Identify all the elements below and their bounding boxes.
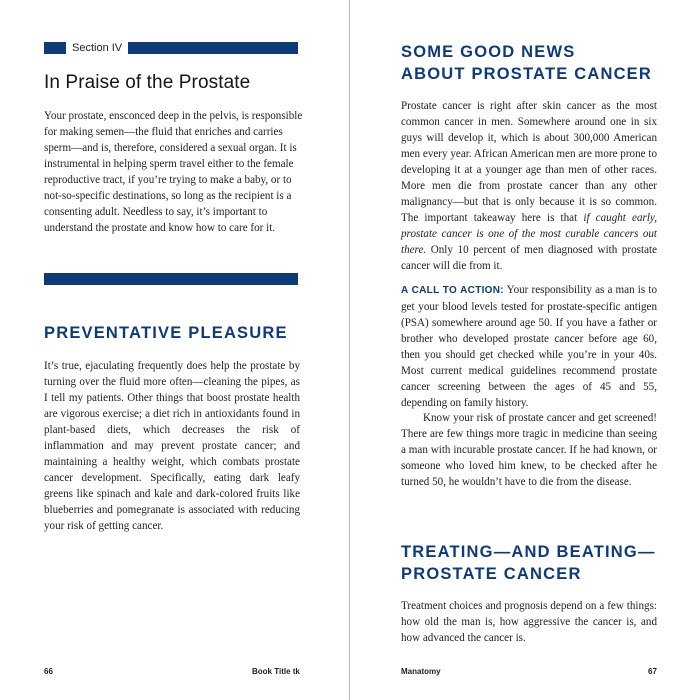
heading-good-news-line2: ABOUT PROSTATE CANCER	[401, 65, 653, 83]
page-number-right: 67	[648, 667, 657, 676]
section-bar-left	[44, 42, 66, 54]
heading-good-news	[401, 41, 661, 85]
good-news-tail: Only 10 percent of men diagnosed with prostate cancer will die from it.	[401, 244, 657, 272]
heading-treating-line1: TREATING—AND BEATING—	[401, 543, 656, 561]
preventative-paragraph: It’s true, ejaculating frequently does help the prostate by turning over the fluid more often—cleaning the pipes, as I tell my patients. Other things that boost prostate health are vigorous exercise; a diet rich in antioxidants found in plant-based diets, which decreases the risk of inflammation and may prevent prostate cancer; and maintaining a healthy weight, which combats prostate cancer development. Specifically, eating dark leafy greens like spinach and kale and dark-colored fruits like blueberries and pomegranate is associated with reducing your risk of getting cancer.	[44, 360, 300, 532]
section-tag	[44, 42, 298, 54]
know-your-risk-text: Know your risk of prostate cancer and get screened! There are few things more tragic in medicine than seeing a man with incurable prostate cancer. If he had known, or someone who loved him knew, to be checked after he turned 50, he wouldn’t have to die from the disease.	[401, 412, 657, 488]
heading-good-news-line1: SOME GOOD NEWS	[401, 43, 576, 61]
divider-bar	[44, 273, 298, 285]
section-label: Section IV	[72, 42, 123, 54]
page-number-left: 66	[44, 667, 53, 676]
call-to-action-label: A CALL TO ACTION:	[401, 285, 504, 296]
good-news-italic: if caught early, prostate cancer is one of the most curable cancers out there.	[401, 212, 657, 256]
heading-preventative-pleasure: PREVENTATIVE PLEASURE	[44, 324, 288, 342]
good-news-paragraph	[401, 98, 657, 274]
good-news-text: Prostate cancer is right after skin cancer as the most common cancer in men. Somewhere around one in six guys will develop it, which is about 300,000 American men every year. African American men are more prone to developing it at a younger age than men of other races. More men die from prostate cancer than any other malignancy—but that is only because it is so common. The important takeaway here is that	[401, 100, 657, 224]
know-your-risk-paragraph	[401, 410, 657, 490]
treatment-paragraph: Treatment choices and prognosis depend on a few things: how old the man is, how aggressive the cancer is, and how advanced the cancer is.	[401, 600, 657, 644]
section-bar-right	[128, 42, 298, 54]
intro-paragraph: Your prostate, ensconced deep in the pelvis, is responsible for making semen—the fluid that enriches and carries sperm—and is, therefore, considered a sexual organ. It is instrumental in helping sperm travel either to the female reproductive tract, if you’re trying to make a baby, or to not-so-specific destinations, so long as the recipient is a consenting adult. Needless to say, it’s important to understand the prostate and know how to care for it.	[44, 110, 303, 234]
heading-treating	[401, 541, 671, 585]
running-title-right: Manatomy	[401, 667, 441, 676]
heading-treating-line2: PROSTATE CANCER	[401, 565, 582, 583]
gutter-line	[349, 0, 350, 700]
call-to-action-paragraph	[401, 282, 657, 411]
left-page	[0, 0, 349, 700]
call-to-action-text: Your responsibility as a man is to get your blood levels tested for prostate-specific antigen (PSA) somewhere around age 50. If you have a father or brother who developed prostate cancer before age 60, then you should get checked while you’re in your 40s. Most current medical guidelines recommend prostate cancer screening between the ages of 45 and 55, depending on family history.	[401, 284, 657, 409]
chapter-title: In Praise of the Prostate	[44, 72, 251, 93]
running-title-left: Book Title tk	[252, 667, 300, 676]
